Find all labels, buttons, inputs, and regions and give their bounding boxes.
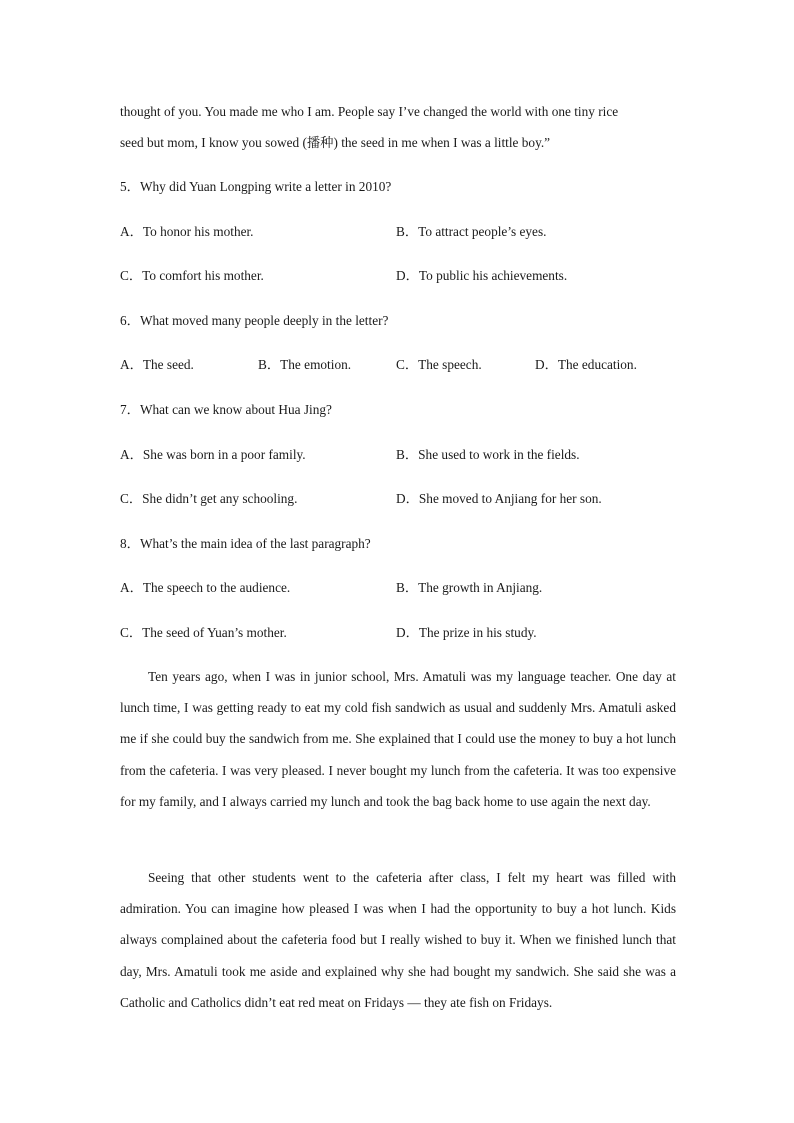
question-8-option-d: D．The prize in his study. <box>396 625 537 640</box>
question-5-option-a: A．To honor his mother. <box>120 224 254 239</box>
question-8-option-c: C．The seed of Yuan’s mother. <box>120 625 287 640</box>
passage-paragraph-1: Ten years ago, when I was in junior school, Mrs. Amatuli was my language teacher. One day at lunch time, I was getting ready to eat my cold fish sandwich as usual and suddenly Mrs. Amatuli asked me if she could buy the sandwich from me. She explained that I could use the money to buy a hot lunch from the cafeteria. I was very pleased. I never bought my lunch from the cafeteria. It was too expensive for my family, and I always carried my lunch and took the bag back home to use again the next day. <box>120 669 676 809</box>
question-5-option-c: C．To comfort his mother. <box>120 268 264 283</box>
question-stem-5: 5．Why did Yuan Longping write a letter in 2010? <box>120 179 392 194</box>
question-7-option-a: A．She was born in a poor family. <box>120 447 306 462</box>
passage-line: thought of you. You made me who I am. People say I’ve changed the world with one tiny rice <box>120 104 619 119</box>
question-7-option-d: D．She moved to Anjiang for her son. <box>396 491 602 506</box>
question-6-option-a: A．The seed. <box>120 357 194 372</box>
question-8-option-b: B．The growth in Anjiang. <box>396 580 543 595</box>
question-stem-6: 6．What moved many people deeply in the letter? <box>120 313 389 328</box>
question-stem-8: 8．What’s the main idea of the last paragraph? <box>120 536 371 551</box>
passage-paragraph-2: Seeing that other students went to the cafeteria after class, I felt my heart was filled with admiration. You can imagine how pleased I was when I had the opportunity to buy a hot lunch. Kids always complained about the cafeteria food but I really wished to buy it. When we finished lunch that day, Mrs. Amatuli took me aside and explained why she had bought my sandwich. She said she was a Catholic and Catholics didn’t eat red meat on Fridays — they ate fish on Fridays. <box>120 870 676 1010</box>
question-7-option-b: B．She used to work in the fields. <box>396 447 580 462</box>
question-6-option-c: C．The speech. <box>396 357 482 372</box>
question-5-option-b: B．To attract people’s eyes. <box>396 224 547 239</box>
question-5-option-d: D．To public his achievements. <box>396 268 568 283</box>
question-7-option-c: C．She didn’t get any schooling. <box>120 491 298 506</box>
question-8-option-a: A．The speech to the audience. <box>120 580 291 595</box>
passage-line: seed but mom, I know you sowed (播种) the seed in me when I was a little boy.” <box>120 135 551 150</box>
question-6-option-d: D．The education. <box>535 357 637 372</box>
question-6-option-b: B．The emotion. <box>258 357 352 372</box>
question-stem-7: 7．What can we know about Hua Jing? <box>120 402 332 417</box>
